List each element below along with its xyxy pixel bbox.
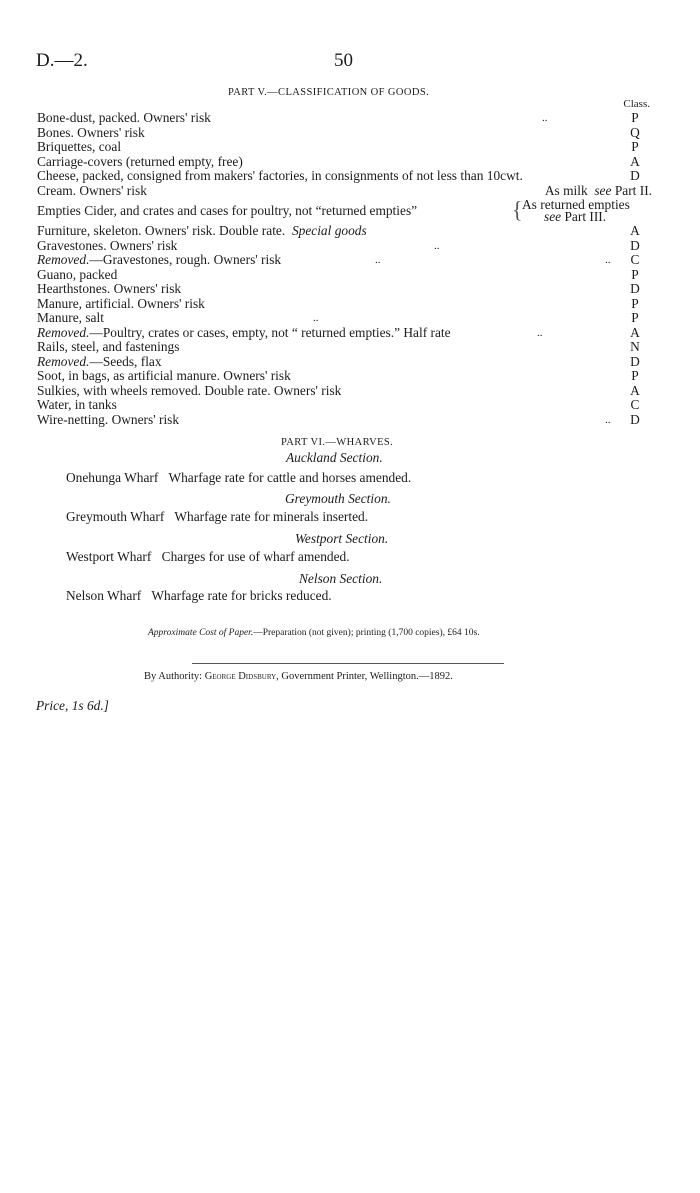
goods-class: D — [630, 237, 640, 253]
goods-description: Furniture, skeleton. Owners' risk. Double rate. Special goods — [37, 223, 367, 238]
wharf-change: Charges for use of wharf amended. — [161, 549, 350, 564]
goods-description: Manure, salt — [37, 310, 104, 325]
goods-description: Briquettes, coal — [37, 139, 122, 154]
goods-description: Bones. Owners' risk — [37, 124, 145, 140]
goods-row — [37, 155, 652, 170]
class-column-header: Class. — [623, 98, 650, 110]
goods-row — [37, 253, 652, 268]
page-number: 50 — [334, 50, 353, 71]
goods-class: P — [631, 295, 639, 311]
wharf-name: Onehunga Wharf — [66, 470, 159, 485]
goods-description: Hearthstones. Owners' risk — [37, 281, 182, 296]
goods-description: Sulkies, with wheels removed. Double rate. Owners' risk — [37, 382, 342, 398]
class-note-text: As milk — [544, 182, 588, 198]
brace-glyph: { — [512, 196, 523, 223]
printer-authority-line: By Authority: George Didsbury, Government Printer, Wellington.—1892. — [144, 671, 453, 682]
document-reference: D.—2. — [36, 50, 88, 71]
part6-heading: PART VI.—WHARVES. — [281, 437, 394, 448]
goods-description: Rails, steel, and fastenings — [37, 339, 180, 354]
goods-row — [37, 413, 652, 428]
cost-text: —Preparation (not given); printing (1,700 copies), £64 10s. — [253, 628, 480, 638]
goods-description-italic: Special goods — [291, 223, 367, 238]
cost-of-paper-line — [148, 628, 480, 638]
goods-description: Soot, in bags, as artificial manure. Owners' risk — [37, 368, 291, 383]
removed-label: Removed. — [37, 324, 90, 340]
goods-class: A — [630, 153, 640, 169]
goods-description: Water, in tanks — [37, 397, 117, 412]
goods-class: D — [630, 353, 640, 369]
wharf-name: Greymouth Wharf — [66, 509, 165, 524]
leader-dots: .. — [375, 254, 381, 266]
wharf-entry-greymouth — [66, 509, 368, 525]
wharf-change: Wharfage rate for minerals inserted. — [174, 509, 369, 524]
goods-row — [37, 140, 652, 155]
goods-row — [37, 297, 652, 312]
class-note-see: see — [544, 209, 562, 224]
goods-class: P — [631, 266, 639, 282]
goods-class: D — [630, 168, 640, 183]
goods-class: Q — [630, 124, 640, 140]
part5-heading: PART V.—CLASSIFICATION OF GOODS. — [228, 87, 430, 98]
goods-row — [37, 169, 652, 184]
class-note-ref: Part II. — [614, 182, 652, 198]
section-heading-nelson: Nelson Section. — [299, 571, 383, 586]
wharf-name: Westport Wharf — [66, 549, 152, 564]
removed-label: Removed. — [37, 252, 90, 267]
authority-rule — [192, 663, 504, 664]
section-heading-auckland: Auckland Section. — [286, 450, 383, 465]
wharf-entry-onehunga — [66, 470, 411, 486]
goods-row — [37, 384, 652, 399]
wharf-entry-westport — [66, 549, 350, 565]
goods-row — [37, 268, 652, 283]
wharf-name: Nelson Wharf — [66, 588, 142, 603]
goods-row — [37, 311, 652, 326]
goods-description: Guano, packed — [37, 266, 118, 282]
leader-dots: .. — [434, 239, 440, 252]
wharf-change: Wharfage rate for bricks reduced. — [151, 588, 332, 603]
goods-class: D — [630, 411, 640, 427]
goods-class: P — [631, 368, 639, 383]
goods-class: A — [630, 382, 640, 398]
goods-description: Removed.—Poultry, crates or cases, empty, not “ returned empties.” Half rate — [37, 324, 451, 340]
goods-description: Cream. Owners' risk — [37, 182, 147, 198]
goods-description: Manure, artificial. Owners' risk — [37, 295, 205, 311]
leader-dots: .. — [605, 254, 611, 266]
goods-row — [37, 111, 652, 126]
leader-dots: .. — [313, 312, 319, 324]
printer-name: George Didsbury — [204, 671, 277, 682]
goods-description: Removed.—Gravestones, rough. Owners' risk — [37, 252, 282, 267]
goods-class: P — [631, 110, 639, 125]
goods-row — [37, 398, 652, 413]
goods-classification-list — [37, 111, 652, 427]
goods-class: A — [630, 324, 640, 340]
class-note-see: see — [594, 182, 612, 198]
goods-row — [37, 126, 652, 141]
goods-row — [37, 340, 652, 355]
goods-class: C — [630, 252, 640, 267]
goods-row — [37, 355, 652, 370]
goods-description: Gravestones. Owners' risk — [37, 237, 178, 253]
goods-row — [37, 224, 652, 239]
goods-description: Wire-netting. Owners' risk — [37, 411, 180, 427]
goods-row — [37, 326, 652, 341]
leader-dots: .. — [605, 413, 611, 426]
goods-class: N — [630, 339, 640, 354]
goods-description: Empties Cider, and crates and cases for poultry, not “returned empties” — [37, 203, 418, 218]
removed-label: Removed. — [37, 353, 90, 369]
leader-dots: .. — [542, 112, 548, 124]
goods-description: Removed.—Seeds, flax — [37, 353, 162, 369]
class-note-ref: Part III. — [564, 209, 607, 224]
goods-row — [37, 198, 652, 224]
goods-description: Bone-dust, packed. Owners' risk — [37, 110, 211, 125]
goods-class: A — [630, 223, 640, 238]
goods-class: D — [630, 281, 640, 296]
price-line: Price, 1s 6d.] — [36, 698, 109, 713]
goods-row — [37, 239, 652, 254]
section-heading-westport: Westport Section. — [295, 531, 389, 546]
goods-row — [37, 184, 652, 199]
section-heading-greymouth: Greymouth Section. — [285, 491, 391, 506]
goods-class: P — [631, 139, 639, 154]
goods-description: Cheese, packed, consigned from makers' factories, in consignments of not less than 10cwt. — [37, 168, 523, 183]
class-note-text: As returned empties — [522, 197, 630, 212]
goods-class: C — [630, 397, 640, 412]
goods-description: Carriage-covers (returned empty, free) — [37, 153, 243, 169]
leader-dots: .. — [537, 326, 543, 339]
goods-class: P — [631, 310, 639, 325]
class-note — [545, 184, 652, 199]
wharf-entry-nelson — [66, 588, 332, 604]
goods-row — [37, 369, 652, 384]
cost-label: Approximate Cost of Paper. — [148, 628, 254, 638]
goods-row — [37, 282, 652, 297]
wharf-change: Wharfage rate for cattle and horses amended. — [168, 470, 412, 485]
